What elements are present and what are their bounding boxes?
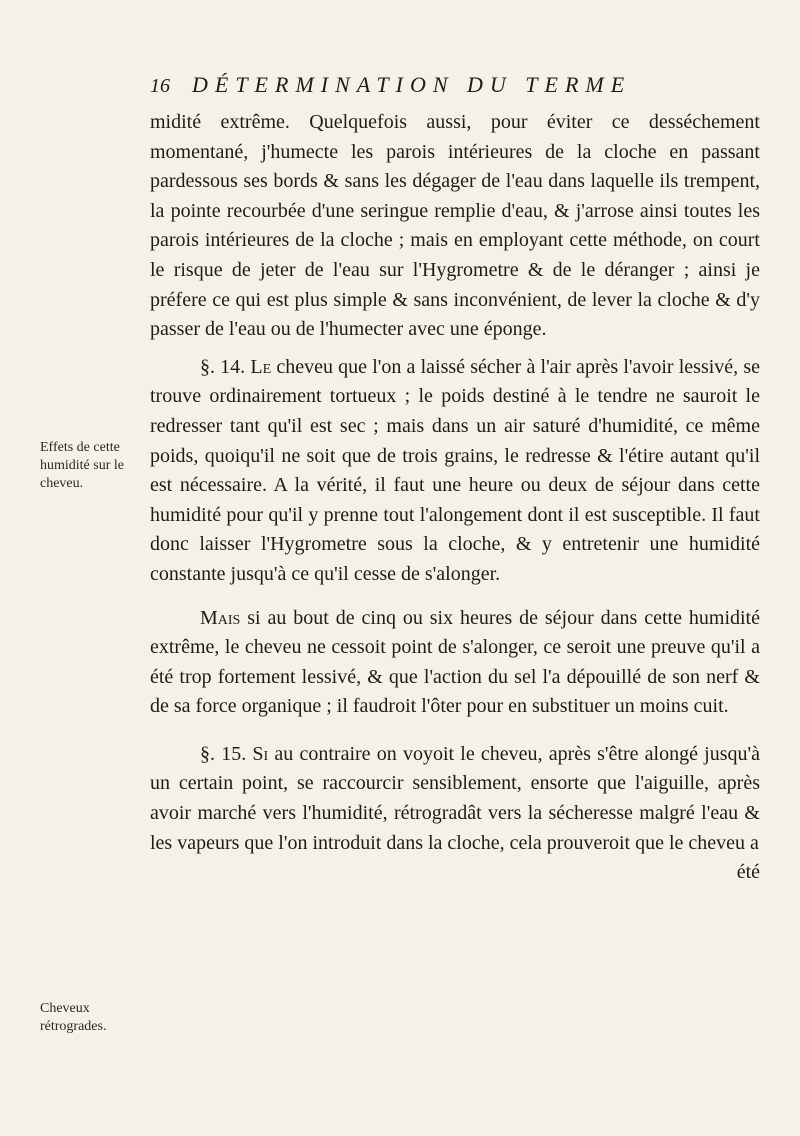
page-number: 16 xyxy=(150,75,170,97)
paragraph-section-14 xyxy=(150,353,760,590)
running-title: DÉTERMINATION DU TERME xyxy=(192,72,632,97)
margin-note-effets: Effets de cette humidité sur le cheveu. xyxy=(40,440,124,491)
paragraph-text: cheveu que l'on a laissé sécher à l'air après l'avoir lessivé, se trouve ordinairement tortueux ; le poids destiné à le tendre ne sauroit le redresser tant qu'il est sec ; mais dans un air saturé d'humidité, ce même poids, quoiqu'il ne soit que de trois grains, le redresse & l'étire autant qu'il est nécessaire. A la vérité, il faut une heure ou deux de séjour dans cette humidité pour qu'il y prenne tout l'alongement dont il est susceptible. Il faut donc laisser l'Hygrometre sous la cloche, & y entretenir une humidité constante jusqu'à ce qu'il cesse de s'alonger. xyxy=(150,355,761,585)
paragraph-continuation: midité extrême. Quelquefois aussi, pour éviter ce desséchement momentané, j'humecte les parois intérieures de la cloche en passant pardessous ses bords & sans les dégager de l'eau dans laquelle ils trempent, la pointe recourbée d'une seringue remplie d'eau, & j'arrose ainsi toutes les parois intérieures de la cloche ; mais en employant cette méthode, on court le risque de jeter de l'eau sur l'Hygrometre & de le déranger ; ainsi je préfere ce qui est plus simple & sans inconvénient, de lever la cloche & d'y passer de l'eau ou de l'humecter avec une éponge. xyxy=(150,111,760,341)
paragraph-lead-word: Si xyxy=(252,742,269,765)
section-number-15: §. 15. xyxy=(200,742,247,765)
paragraph-section-15 xyxy=(150,740,760,858)
section-number-14: §. 14. xyxy=(200,355,246,378)
paragraph-lead-word: Le xyxy=(250,355,272,378)
paragraph-text: au contraire on voyoit le cheveu, après s'être alongé jusqu'à un certain point, se raccourcir sensiblement, ensorte que l'aiguille, après avoir marché vers l'humidité, rétrogradât vers la sécheresse malgré l'eau & les vapeurs que l'on introduit dans la cloche, cela prouveroit que le cheveu a xyxy=(150,742,761,854)
paragraph-mais xyxy=(150,604,760,722)
body-text xyxy=(150,108,760,888)
paragraph-lead-word: Mais xyxy=(200,606,241,629)
page-header xyxy=(150,72,750,98)
margin-note-cheveux: Cheveux rétrogrades. xyxy=(40,1001,107,1034)
catchword: été xyxy=(736,861,760,884)
paragraph-text: si au bout de cinq ou six heures de séjour dans cette humidité extrême, le cheveu ne cessoit point de s'alonger, ce seroit une preuve qu'il a été trop fortement lessivé, & que l'action du sel l'a dépouillé de son nerf & de sa force organique ; il faudroit l'ôter pour en substituer un moins cuit. xyxy=(150,606,760,718)
